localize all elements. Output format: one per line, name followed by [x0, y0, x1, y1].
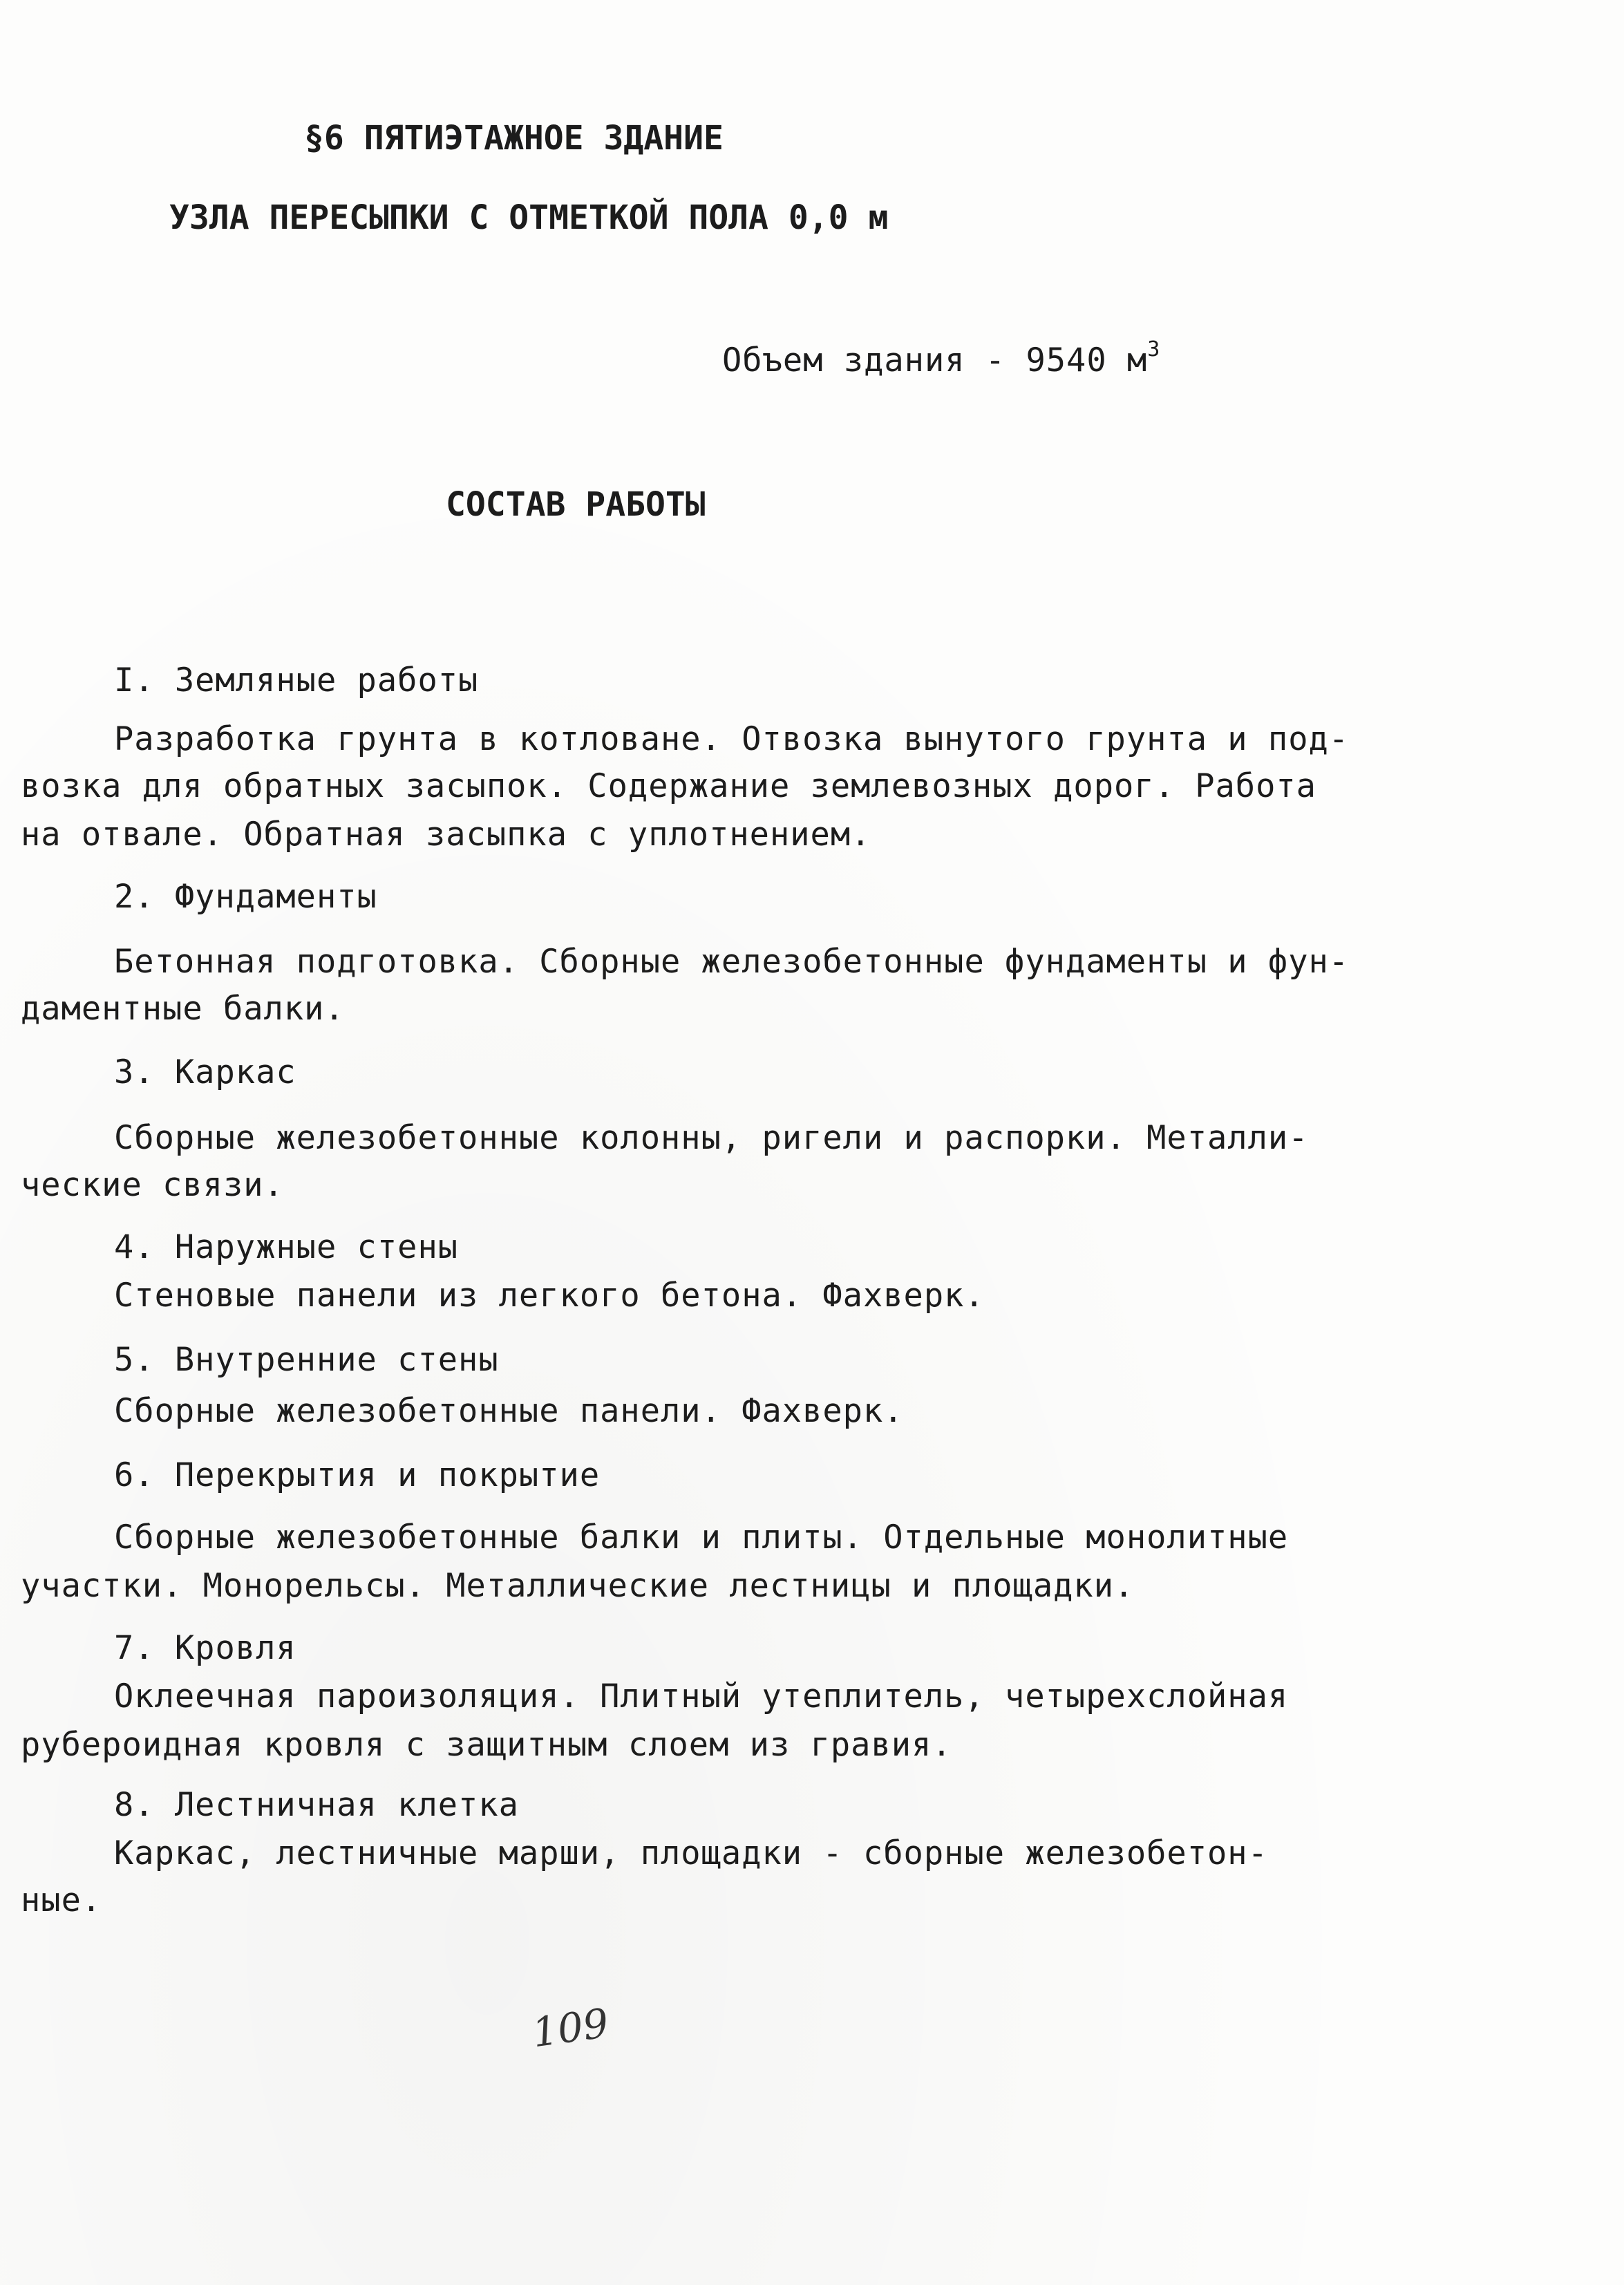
section-heading: 5. Внутренние стены: [114, 1341, 499, 1379]
section-text-line: возка для обратных засыпок. Содержание землевозных дорог. Работа: [21, 767, 1316, 805]
section-text-line: Разработка грунта в котловане. Отвозка вынутого грунта и под-: [114, 720, 1350, 758]
section-heading: 2. Фундаменты: [114, 878, 377, 916]
section-heading: 6. Перекрытия и покрытие: [114, 1456, 601, 1494]
section-text-line: Сборные железобетонные колонны, ригели и распорки. Металли-: [114, 1119, 1309, 1157]
section-heading: 4. Наружные стены: [114, 1228, 459, 1266]
section-text-line: Сборные железобетонные панели. Фахверк.: [114, 1392, 904, 1430]
section-text-line: Каркас, лестничные марши, площадки - сборные железобетон-: [114, 1834, 1268, 1872]
section-text-line: Бетонная подготовка. Сборные железобетонные фундаменты и фун-: [114, 943, 1350, 981]
page-number: 109: [529, 1999, 612, 2057]
section-heading: I. Земляные работы: [114, 661, 479, 699]
building-volume-unit-exponent: 3: [1147, 337, 1161, 361]
section-text-line: участки. Монорельсы. Металлические лестницы и площадки.: [21, 1567, 1135, 1605]
section-text-line: Сборные железобетонные балки и плиты. Отдельные монолитные: [114, 1518, 1289, 1557]
section-text-line: рубероидная кровля с защитным слоем из гравия.: [21, 1726, 952, 1764]
section-text-line: на отвале. Обратная засыпка с уплотнением.: [21, 816, 871, 854]
section-text-line: ные.: [21, 1881, 102, 1919]
section-text-line: Стеновые панели из легкого бетона. Фахверк.: [114, 1277, 985, 1315]
section-heading: 7. Кровля: [114, 1629, 296, 1667]
section-title: СОСТАВ РАБОТЫ: [446, 485, 706, 524]
section-text-line: Оклеечная пароизоляция. Плитный утеплитель, четырехслойная: [114, 1677, 1289, 1715]
section-text-line: ческие связи.: [21, 1166, 284, 1204]
building-volume-text: Объем здания - 9540 м: [722, 341, 1148, 379]
section-heading: 3. Каркас: [114, 1053, 296, 1091]
title-line-2: УЗЛА ПЕРЕСЫПКИ С ОТМЕТКОЙ ПОЛА 0,0 м: [169, 198, 889, 237]
section-text-line: даментные балки.: [21, 990, 345, 1028]
title-line-1: §6 ПЯТИЭТАЖНОЕ ЗДАНИЕ: [304, 119, 724, 158]
building-volume: [722, 337, 1161, 386]
section-heading: 8. Лестничная клетка: [114, 1786, 519, 1824]
